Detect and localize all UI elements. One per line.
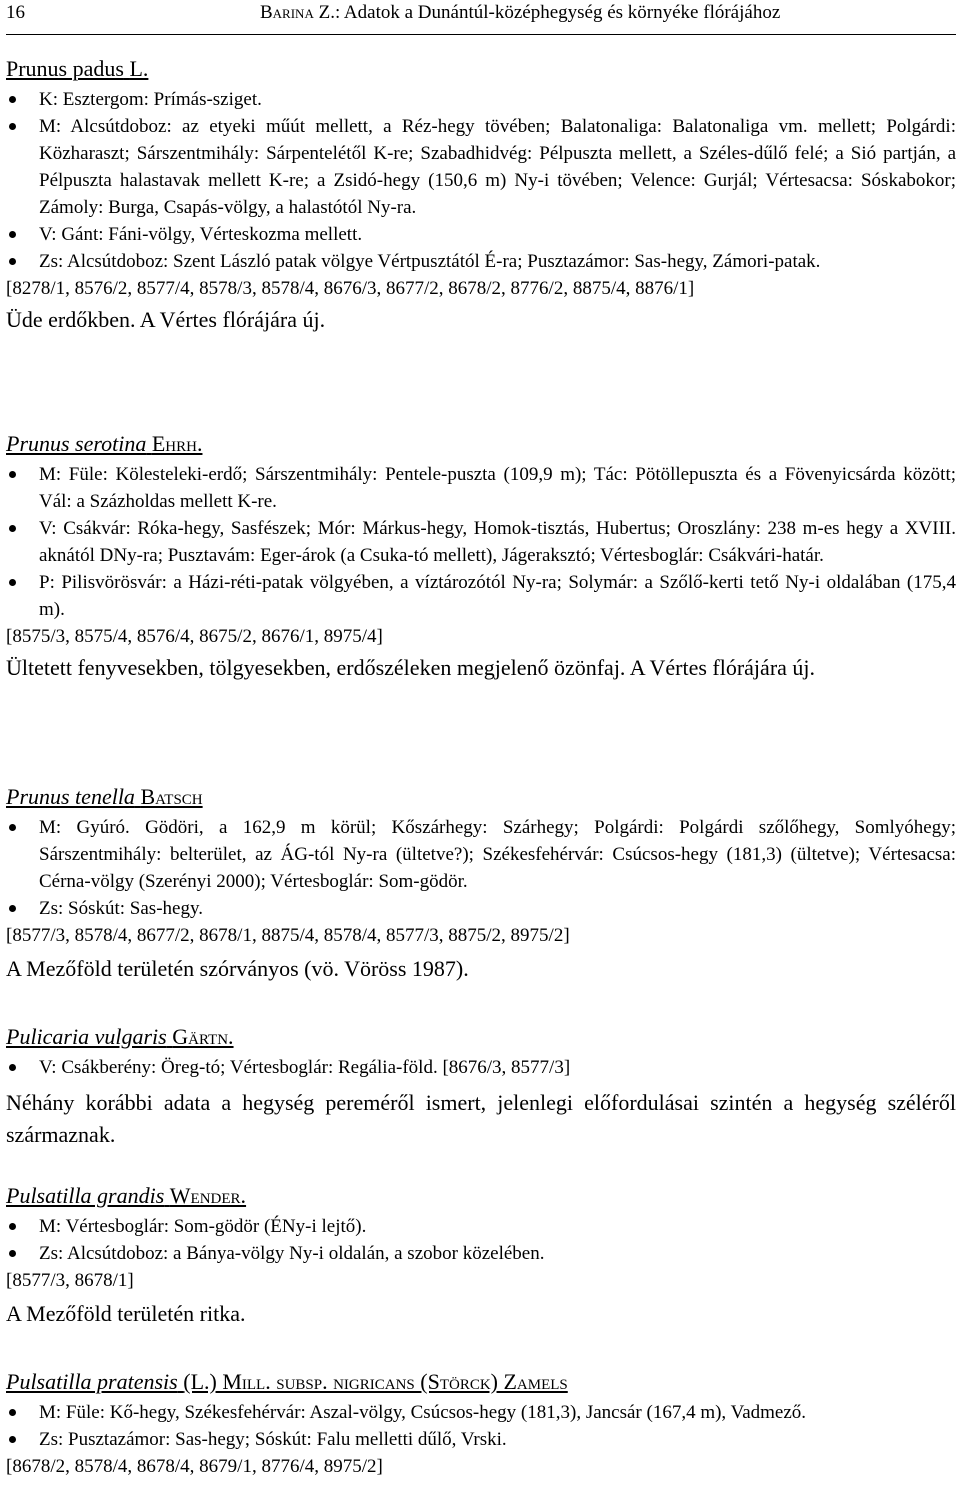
species-entry <box>6 1183 956 1330</box>
species-author: L. <box>129 56 149 81</box>
locality-list <box>6 1399 956 1453</box>
species-latin: Prunus tenella <box>6 784 135 809</box>
locality-item: P: Pilisvörösvár: a Házi-réti-patak völgyében, a víztározótól Ny-ra; Solymár: a Szőlő-kerti tető Ny-i oldalában (175,4 m). <box>6 569 956 623</box>
habitat-note: A Mezőföld területén ritka. <box>6 1301 246 1326</box>
species-entry <box>6 784 956 985</box>
locality-list <box>6 1213 956 1267</box>
species-author: Ehrh. <box>151 431 203 456</box>
locality-item: V: Csákberény: Öreg-tó; Vértesboglár: Regália-föld. [8676/3, 8577/3] <box>6 1054 956 1081</box>
page-number: 16 <box>6 2 25 23</box>
species-entry <box>6 56 956 336</box>
species-entry <box>6 1369 956 1480</box>
grid-codes: [8678/2, 8578/4, 8678/4, 8679/1, 8776/4, 8975/2] <box>6 1456 383 1477</box>
species-author: (L.) Mill. subsp. nigricans (Störck) Zamels <box>183 1369 568 1394</box>
grid-codes: [8278/1, 8576/2, 8577/4, 8578/3, 8578/4, 8676/3, 8677/2, 8678/2, 8776/2, 8875/4, 8876/1] <box>6 278 695 299</box>
locality-item: Zs: Sóskút: Sas-hegy. <box>6 895 956 922</box>
habitat-note: A Mezőföld területén szórványos (vö. Vöröss 1987). <box>6 956 469 981</box>
locality-item: M: Füle: Kölesteleki-erdő; Sárszentmihály: Pentele-puszta (109,9 m); Tác: Pötöllepuszta és a Fövenyicsárda között; Vál: a Százholdas mellett K-re. <box>6 461 956 515</box>
locality-item: V: Csákvár: Róka-hegy, Sasfészek; Mór: Márkus-hegy, Homok-tisztás, Hubertus; Oroszlány: 238 m-es hegy a XVIII. aknától DNy-ra; Pusztavám: Eger-árok (a Csuka-tó mellett), Jágeraksztó; Vértesboglár: Csákvári-határ. <box>6 515 956 569</box>
locality-item: M: Füle: Kő-hegy, Székesfehérvár: Aszal-völgy, Csúcsos-hegy (181,3), Jancsár (167,4 m), Vadmező. <box>6 1399 956 1426</box>
species-latin: Prunus padus <box>6 56 124 81</box>
locality-item: M: Vértesboglár: Som-gödör (ÉNy-i lejtő). <box>6 1213 956 1240</box>
species-entry <box>6 431 956 684</box>
document-page <box>6 0 956 1477</box>
species-name <box>6 1369 956 1395</box>
species-latin: Prunus serotina <box>6 431 147 456</box>
running-title-author: Barina Z. <box>260 2 335 23</box>
species-name <box>6 56 956 82</box>
grid-codes: [8575/3, 8575/4, 8576/4, 8675/2, 8676/1, 8975/4] <box>6 626 383 647</box>
locality-list <box>6 814 956 922</box>
locality-item: V: Gánt: Fáni-völgy, Vérteskozma mellett. <box>6 221 956 248</box>
locality-list <box>6 461 956 623</box>
habitat-note: Üde erdőkben. A Vértes flórájára új. <box>6 307 326 332</box>
species-latin: Pulsatilla grandis <box>6 1183 165 1208</box>
running-title <box>260 2 780 24</box>
species-latin: Pulsatilla pratensis <box>6 1369 178 1394</box>
locality-item: Zs: Pusztazámor: Sas-hegy; Sóskút: Falu melletti dűlő, Vrski. <box>6 1426 956 1453</box>
species-name <box>6 431 956 457</box>
species-entry <box>6 1024 956 1151</box>
grid-codes: [8577/3, 8678/1] <box>6 1270 134 1291</box>
locality-list <box>6 1054 956 1081</box>
species-name <box>6 1024 956 1050</box>
page-header <box>6 0 956 35</box>
species-name <box>6 784 956 810</box>
locality-item: K: Esztergom: Prímás-sziget. <box>6 86 956 113</box>
locality-item: Zs: Alcsútdoboz: a Bánya-völgy Ny-i oldalán, a szobor közelében. <box>6 1240 956 1267</box>
grid-codes: [8577/3, 8578/4, 8677/2, 8678/1, 8875/4, 8578/4, 8577/3, 8875/2, 8975/2] <box>6 925 570 946</box>
species-author: Gärtn. <box>172 1024 234 1049</box>
locality-item: M: Alcsútdoboz: az etyeki műút mellett, a Réz-hegy tövében; Balatonaliga: Balatonaliga vm. mellett; Polgárdi: Közharaszt; Sárszentmihály: Sárpentelétől K-re; Szabadhidvég: Pélpuszta mellett, a Széles-dűlő felé; a Sió partján, a Pélpuszta halastavak mellett K-re; a Zsidó-hegy (150,6 m) Ny-i tövében; Velence: Gurjál; Vértesacsa: Sóskabokor; Zámoly: Burga, Csapás-völgy, a halastótól Ny-ra. <box>6 113 956 221</box>
locality-list <box>6 86 956 275</box>
running-title-text: : Adatok a Dunántúl-középhegység és környéke flórájához <box>334 2 781 23</box>
habitat-note: Néhány korábbi adata a hegység pereméről ismert, jelenlegi előfordulásai szintén a hegység széléről származnak. <box>6 1090 956 1147</box>
species-author: Batsch <box>140 784 203 809</box>
locality-item: M: Gyúró. Gödöri, a 162,9 m körül; Kőszárhegy: Szárhegy; Polgárdi: Polgárdi szőlőhegy, Somlyóhegy; Sárszentmihály: belterület, az ÁG-tól Ny-ra (ültetve?); Székesfehérvár: Csúcsos-hegy (181,3) (ültetve); Vértesacsa: Cérna-völgy (Szerényi 2000); Vértesboglár: Som-gödör. <box>6 814 956 895</box>
species-latin: Pulicaria vulgaris <box>6 1024 167 1049</box>
species-author: Wender. <box>169 1183 247 1208</box>
species-name <box>6 1183 956 1209</box>
habitat-note: Ültetett fenyvesekben, tölgyesekben, erdőszéleken megjelenő özönfaj. A Vértes flórájára új. <box>6 655 816 680</box>
locality-item: Zs: Alcsútdoboz: Szent László patak völgye Vértpusztától É-ra; Pusztazámor: Sas-hegy, Zámori-patak. <box>6 248 956 275</box>
